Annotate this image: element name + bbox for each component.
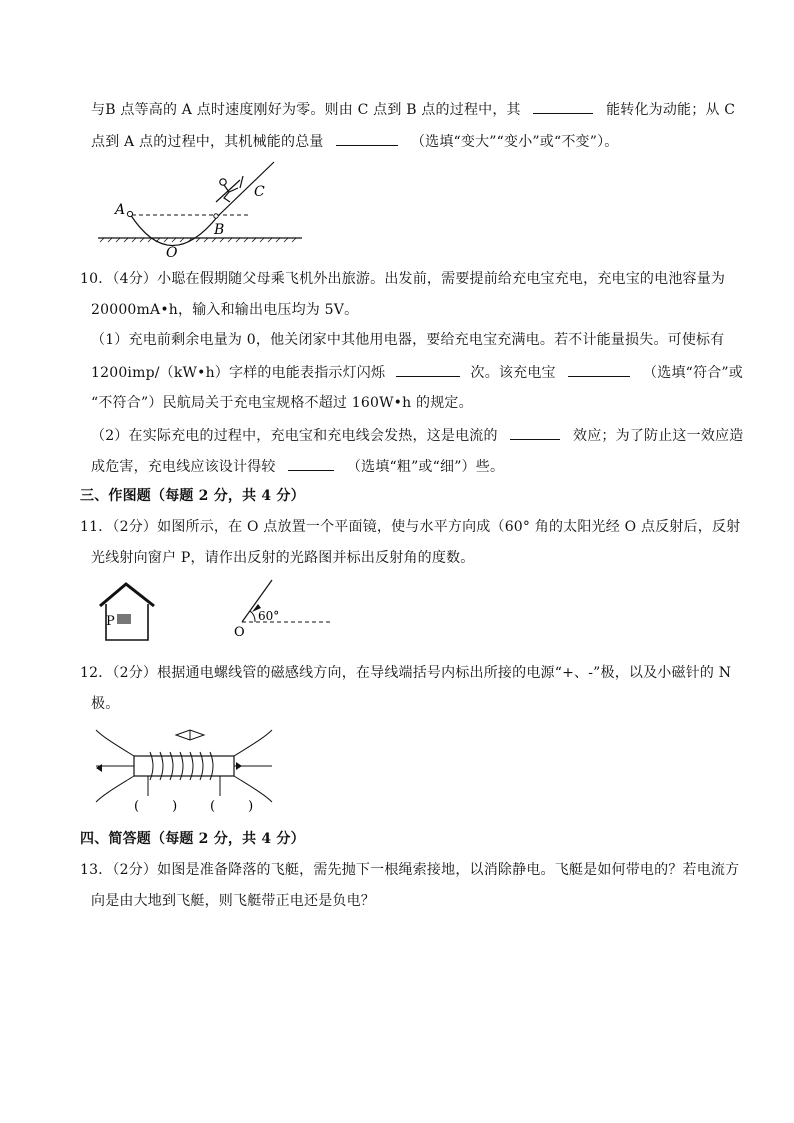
q9-line2-part-b: （选填“变大”“变小”或“不变”）。 [410,134,619,150]
q9-blank-2[interactable] [336,131,398,146]
q10-text-line5: “不符合”）民航局关于充电宝规格不超过 160W•h 的规定。 [91,395,473,411]
q9-pendulum-figure [90,158,320,264]
q9-line1-part-b: 能转化为动能；从 C [606,102,736,118]
q10-line7-part-a: 成危害，充电线应该设计得较 [91,459,276,475]
q9-text-line2 [91,131,618,152]
terminal-bracket-left[interactable]: ( ) [134,799,178,814]
field-line-left-bottom [96,776,134,802]
q10-line4-part-a: 1200imp/（kW•h）字样的电能表指示灯闪烁 [91,365,386,381]
q11-text-line2: 光线射向窗户 P，请作出反射的光路图并标出反射角的度数。 [91,550,475,566]
q12-solenoid-figure [92,724,276,816]
q10-line6-part-a: （2）在实际充电的过程中，充电宝和充电线会发热，这是电流的 [91,428,498,444]
q10-line4-part-b: 次。该充电宝 [470,365,556,381]
q10-blank-3[interactable] [510,425,560,440]
angle-arc [250,611,255,622]
q13-text-line1: 13．（2分）如图是准备降落的飞艇，需先抛下一根绳索接地，以消除静电。飞艇是如何带电的？若电流方 [80,862,740,878]
point-o-label: O [234,625,245,640]
window-p-label: P [106,614,115,629]
solenoid-core [134,756,234,776]
point-b-label: B [214,222,225,238]
q10-text-line7 [91,456,504,477]
point-o-label: O [166,245,178,261]
q10-text-line2: 20000mA•h，输入和输出电压均为 5V。 [91,302,359,318]
q10-line6-part-b: 效应；为了防止这一效应造 [573,428,744,444]
q10-blank-4[interactable] [288,456,334,471]
q10-blank-1[interactable] [396,362,460,377]
q12-text-line1: 12．（2分）根据通电螺线管的磁感线方向，在导线端括号内标出所接的电源“+、-”极，以及小磁针的 N [80,665,732,681]
skier-icon [216,176,243,202]
arrow-left-middle [96,764,102,772]
q10-text-line6 [91,425,743,446]
arrow-right-middle [236,762,242,770]
field-line-right-top [234,730,272,756]
q10-line4-part-c: （选填“符合”或 [643,365,743,381]
q10-text-line1: 10．（4分）小聪在假期随父母乘飞机外出旅游。出发前，需要提前给充电宝充电，充电宝的电池容量为 [80,271,726,287]
q9-line1-part-a: 与B 点等高的 A 点时速度刚好为零。则由 C 点到 B 点的过程中，其 [91,102,521,118]
point-a-label: A [115,202,126,218]
compass-needle-icon [176,730,204,740]
q13-text-line2: 向是由大地到飞艇，则飞艇带正电还是负电？ [91,893,375,909]
section-3-title: 三、作图题（每题 2 分，共 4 分） [80,488,305,504]
q12-text-line2: 极。 [91,696,120,712]
terminal-bracket-right[interactable]: ( ) [210,799,254,814]
point-a-marker [127,211,132,216]
q9-text-line1 [91,99,735,120]
q10-blank-2[interactable] [568,362,630,377]
q9-blank-1[interactable] [533,99,593,114]
q11-text-line1: 11．（2分）如图所示，在 O 点放置一个平面镜，使与水平方向成（60° 角的太阳光经 O 点反射后，反射 [80,519,741,535]
section-4-title: 四、简答题（每题 2 分，共 4 分） [80,831,305,847]
point-b-marker [214,214,218,218]
track-curve [130,162,274,246]
point-c-label: C [254,184,265,200]
q10-text-line3: （1）充电前剩余电量为 0，他关闭家中其他用电器，要给充电宝充满电。若不计能量损失。可使标有 [91,332,725,348]
field-line-left-top [96,730,134,756]
q10-line7-part-b: （选填“粗”或“细”）些。 [346,459,505,475]
angle-label: 60° [258,609,280,623]
q9-line2-part-a: 点到 A 点的过程中，其机械能的总量 [91,134,324,150]
house-roof [100,584,154,606]
window-p [117,614,131,624]
q10-text-line4 [91,362,743,383]
q11-light-ray-figure [228,578,338,640]
q11-house-figure [98,580,162,644]
ground-hatching [100,238,296,242]
